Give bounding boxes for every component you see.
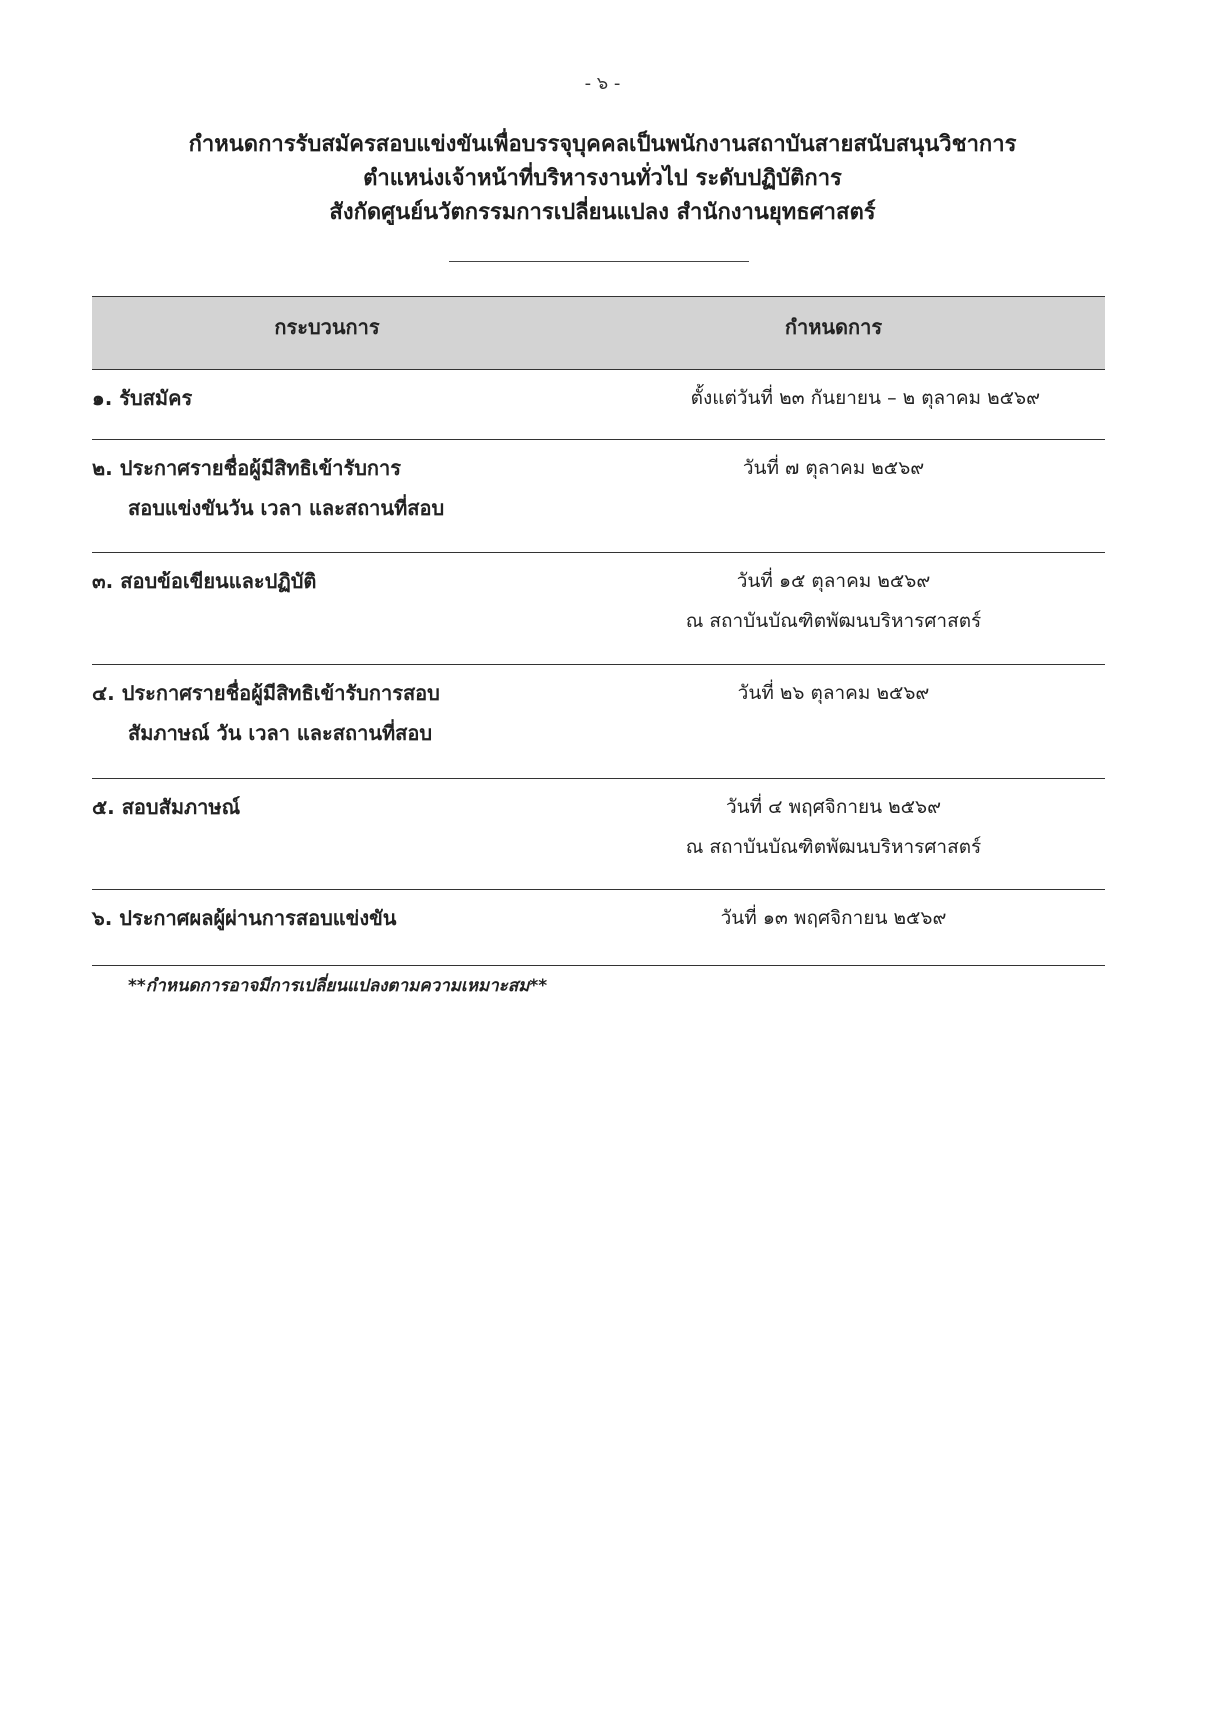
step-cell xyxy=(92,370,562,418)
title-divider xyxy=(449,261,749,262)
schedule-text: ณ สถาบันบัณฑิตพัฒนบริหารศาสตร์ xyxy=(685,610,982,632)
step-cell xyxy=(92,779,562,827)
schedule-text: ณ สถาบันบัณฑิตพัฒนบริหารศาสตร์ xyxy=(685,836,982,858)
step-text: ๔. ประกาศรายชื่อผู้มีสิทธิเข้ารับการสอบ xyxy=(92,681,440,705)
step-cell xyxy=(92,440,562,528)
schedule-text: วันที่ ๗ ตุลาคม ๒๕๖๙ xyxy=(742,457,925,479)
table-row xyxy=(92,553,1105,665)
schedule-cell xyxy=(562,370,1105,418)
table-row xyxy=(92,665,1105,779)
header-process: กระบวนการ xyxy=(274,315,380,339)
step-text: สอบแข่งขันวัน เวลา และสถานที่สอบ xyxy=(128,496,445,520)
step-cell xyxy=(92,665,562,753)
schedule-text: วันที่ ๔ พฤศจิกายน ๒๕๖๙ xyxy=(725,796,942,818)
header-schedule: กำหนดการ xyxy=(784,315,883,339)
title-line: ตำแหน่งเจ้าหน้าที่บริหารงานทั่วไป ระดับปฏิบัติการ xyxy=(363,166,842,191)
table-row xyxy=(92,440,1105,553)
step-text: ๑. รับสมัคร xyxy=(92,386,193,410)
footnote: **กำหนดการอาจมีการเปลี่ยนแปลงตามความเหมาะสม** xyxy=(128,976,548,996)
page-number: - ๖ - xyxy=(584,73,621,94)
table-row xyxy=(92,370,1105,440)
schedule-cell xyxy=(562,890,1105,938)
document-title xyxy=(0,128,1205,230)
schedule-cell xyxy=(562,779,1105,867)
step-text: สัมภาษณ์ วัน เวลา และสถานที่สอบ xyxy=(128,721,433,745)
table-header xyxy=(92,296,1105,370)
step-text: ๓. สอบข้อเขียนและปฏิบัติ xyxy=(92,569,317,593)
schedule-text: วันที่ ๒๖ ตุลาคม ๒๕๖๙ xyxy=(737,682,930,704)
step-cell xyxy=(92,890,562,938)
schedule-table xyxy=(92,296,1105,966)
step-text: ๖. ประกาศผลผู้ผ่านการสอบแข่งขัน xyxy=(92,906,397,930)
schedule-text: วันที่ ๑๓ พฤศจิกายน ๒๕๖๙ xyxy=(720,907,947,929)
table-row xyxy=(92,890,1105,966)
step-text: ๕. สอบสัมภาษณ์ xyxy=(92,795,241,819)
schedule-cell xyxy=(562,553,1105,641)
schedule-text: วันที่ ๑๕ ตุลาคม ๒๕๖๙ xyxy=(736,570,931,592)
step-cell xyxy=(92,553,562,601)
table-row xyxy=(92,779,1105,890)
schedule-cell xyxy=(562,665,1105,713)
title-line: สังกัดศูนย์นวัตกรรมการเปลี่ยนแปลง สำนักงานยุทธศาสตร์ xyxy=(329,200,876,225)
schedule-cell xyxy=(562,440,1105,488)
title-line: กำหนดการรับสมัครสอบแข่งขันเพื่อบรรจุบุคคลเป็นพนักงานสถาบันสายสนับสนุนวิชาการ xyxy=(188,132,1017,157)
schedule-text: ตั้งแต่วันที่ ๒๓ กันยายน – ๒ ตุลาคม ๒๕๖๙ xyxy=(690,387,1040,409)
step-text: ๒. ประกาศรายชื่อผู้มีสิทธิเข้ารับการ xyxy=(92,456,401,480)
